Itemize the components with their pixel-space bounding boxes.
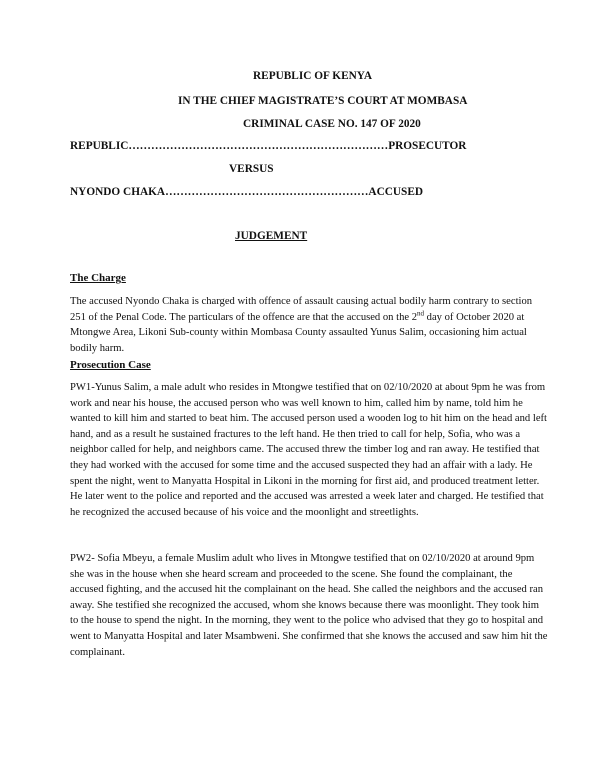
charge-heading: The Charge — [70, 272, 126, 284]
header-court: IN THE CHIEF MAGISTRATE’S COURT AT MOMBASA — [178, 95, 468, 107]
pw2-paragraph: PW2- Sofia Mbeyu, a female Muslim adult who lives in Mtongwe testified that on 02/10/2020 at around 9pm she was in the house when she heard scream and proceeded to the scene. She found the complainant, the accused fighting, and the accused hit the complainant on the head. She called the neighbors and the accused ran away. She testified she recognized the accused, whom she knows because there was moonlight. They took him to the house to spend the night. In the morning, they went to the police who advised that they go to hospital and went to Manyatta Hospital and later Msambweni. She confirmed that she knows the accused and saw him hit the complainant. — [70, 553, 548, 658]
charge-paragraph — [70, 294, 548, 356]
accused-line: NYONDO CHAKA………………………………………………ACCUSED — [70, 186, 424, 198]
charge-ordinal-suffix: nd — [417, 309, 425, 318]
prosecutor-line: REPUBLIC……………………………………………………………PROSECUTOR — [70, 140, 467, 152]
prosecution-heading: Prosecution Case — [70, 359, 151, 371]
charge-text-part2: day of October 2020 at Mtongwe Area, Likoni Sub-county within Mombasa County assaulted Yunus Salim, occasioning him actual bodily harm. — [70, 311, 527, 354]
header-case-number: CRIMINAL CASE NO. 147 OF 2020 — [243, 118, 421, 130]
judgement-title: JUDGEMENT — [235, 230, 308, 242]
header-republic: REPUBLIC OF KENYA — [253, 70, 373, 82]
pw1-paragraph: PW1-Yunus Salim, a male adult who resides in Mtongwe testified that on 02/10/2020 at about 9pm he was from work and near his house, the accused person who was well known to him, called him by name, told him he wanted to kill him and started to beat him. The accused person used a wooden log to hit him on the head and left hand, and as a result he sustained fractures to the left hand. He then tried to call for help, Sofia, who was a neighbor called for help, and neighbors came. The accused threw the timber log and ran away. He testified that they had worked with the accused for some time and the accused suspected they had an affair with a lady. He spent the night, went to Manyatta Hospital in Likoni in the morning for first aid, and produced treatment letter. He later went to the police and reported and the accused was arrested a week later and charged. He testified that he recognized the accused because of his voice and the moonlight and streetlights. — [70, 382, 547, 518]
versus-label: VERSUS — [229, 163, 274, 175]
charge-text-part1: The accused Nyondo Chaka is charged with offence of assault causing actual bodily harm contrary to section 251 of the Penal Code. The particulars of the offence are that the accused on the 2 — [70, 296, 533, 323]
